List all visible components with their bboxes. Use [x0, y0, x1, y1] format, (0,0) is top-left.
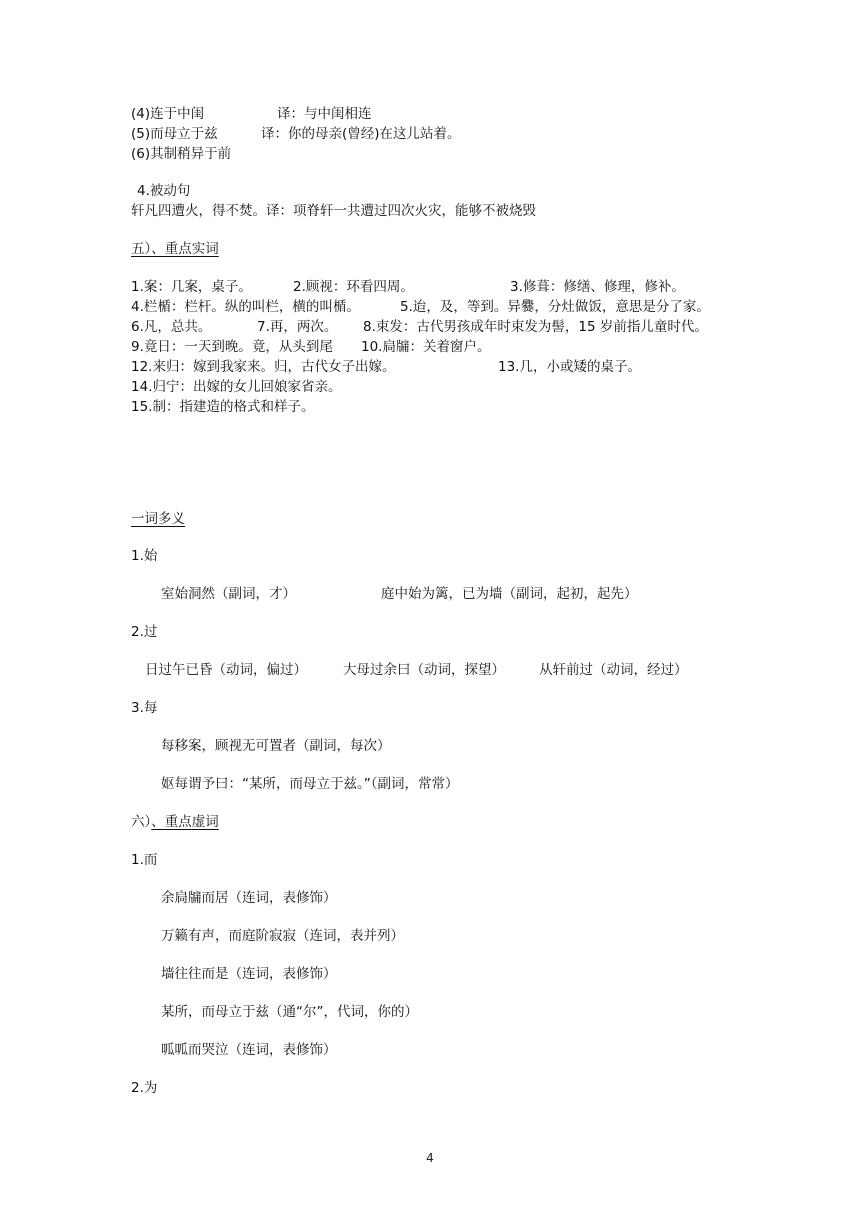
example-text: 某所，而母立于兹（通“尔”，代词，你的）: [161, 1004, 418, 1020]
vocab-row: [131, 298, 771, 317]
section-heading: 五）、重点实词: [131, 241, 219, 257]
vocab-item: 9.竟日：一天到晚。竟，从头到尾: [131, 339, 333, 355]
sentence-text: 轩凡四遭火，得不焚。译：项脊轩一共遭过四次火灾，能够不被烧毁: [131, 203, 536, 219]
section-heading: [131, 813, 219, 832]
example-text: 室始洞然（副词，才）: [161, 586, 296, 602]
example-text: 庭中始为篱，已为墙（副词，起初，起先）: [381, 586, 638, 602]
vocab-item: 8.束发：古代男孩成年时束发为髻，15 岁前指儿童时代。: [363, 319, 708, 335]
word-heading: 1.而: [131, 852, 158, 868]
example-row: [131, 585, 771, 604]
sentence-text: (4)连于中闺: [131, 106, 205, 122]
word-heading: 2.为: [131, 1080, 158, 1096]
section-heading: 一词多义: [131, 511, 185, 527]
example-text: 呱呱而哭泣（连词，表修饰）: [161, 1042, 337, 1058]
subsection-heading: 4.被动句: [137, 183, 191, 199]
sentence-text: (6)其制稍异于前: [131, 146, 232, 162]
vocab-item: 4.栏楯：栏杆。纵的叫栏，横的叫楯。: [131, 299, 360, 315]
word-heading: 3.每: [131, 700, 158, 716]
vocab-item: 7.再，两次。: [257, 319, 338, 335]
word-heading: 2.过: [131, 624, 158, 640]
example-text: 万籁有声，而庭阶寂寂（连词，表并列）: [161, 928, 404, 944]
vocab-row: [131, 338, 771, 357]
example-text: 每移案，顾视无可置者（副词，每次）: [161, 738, 391, 754]
example-text: 大母过余曰（动词，探望）: [343, 662, 505, 678]
heading-prefix: 六）: [131, 814, 152, 830]
vocab-item: 14.归宁：出嫁的女儿回娘家省亲。: [131, 379, 342, 395]
vocab-item: 5.迨，及，等到。异爨，分灶做饭，意思是分了家。: [400, 299, 710, 315]
vocab-item: 12.来归：嫁到我家来。归，古代女子出嫁。: [131, 359, 396, 375]
vocab-item: 2.顾视：环看四周。: [293, 279, 414, 295]
vocab-item: 15.制：指建造的格式和样子。: [131, 399, 315, 415]
heading-text: 、重点虚词: [151, 814, 219, 830]
example-text: 余扃牖而居（连词，表修饰）: [161, 890, 337, 906]
page-number: 4: [426, 1151, 434, 1165]
vocab-row: [131, 318, 771, 337]
example-text: 妪每谓予曰：“某所，而母立于兹。”（副词，常常）: [161, 776, 459, 792]
vocab-row: [131, 358, 771, 377]
sentence-text: (5)而母立于兹: [131, 126, 218, 142]
example-text: 从轩前过（动词，经过）: [539, 662, 688, 678]
vocab-item: 6.凡，总共。: [131, 319, 212, 335]
example-row: [131, 661, 771, 680]
translation-text: 译：与中闺相连: [277, 106, 372, 122]
vocab-item: 1.案：几案，桌子。: [131, 279, 252, 295]
vocab-item: 3.修葺：修缮、修理，修补。: [510, 279, 685, 295]
vocab-row: [131, 278, 771, 297]
example-text: 墙往往而是（连词，表修饰）: [161, 966, 337, 982]
word-heading: 1.始: [131, 548, 158, 564]
translation-text: 译：你的母亲(曾经)在这儿站着。: [261, 126, 461, 142]
vocab-item: 10.扃牖：关着窗户。: [361, 339, 491, 355]
example-text: 日过午已昏（动词，偏过）: [145, 662, 307, 678]
vocab-item: 13.几，小或矮的桌子。: [498, 359, 641, 375]
